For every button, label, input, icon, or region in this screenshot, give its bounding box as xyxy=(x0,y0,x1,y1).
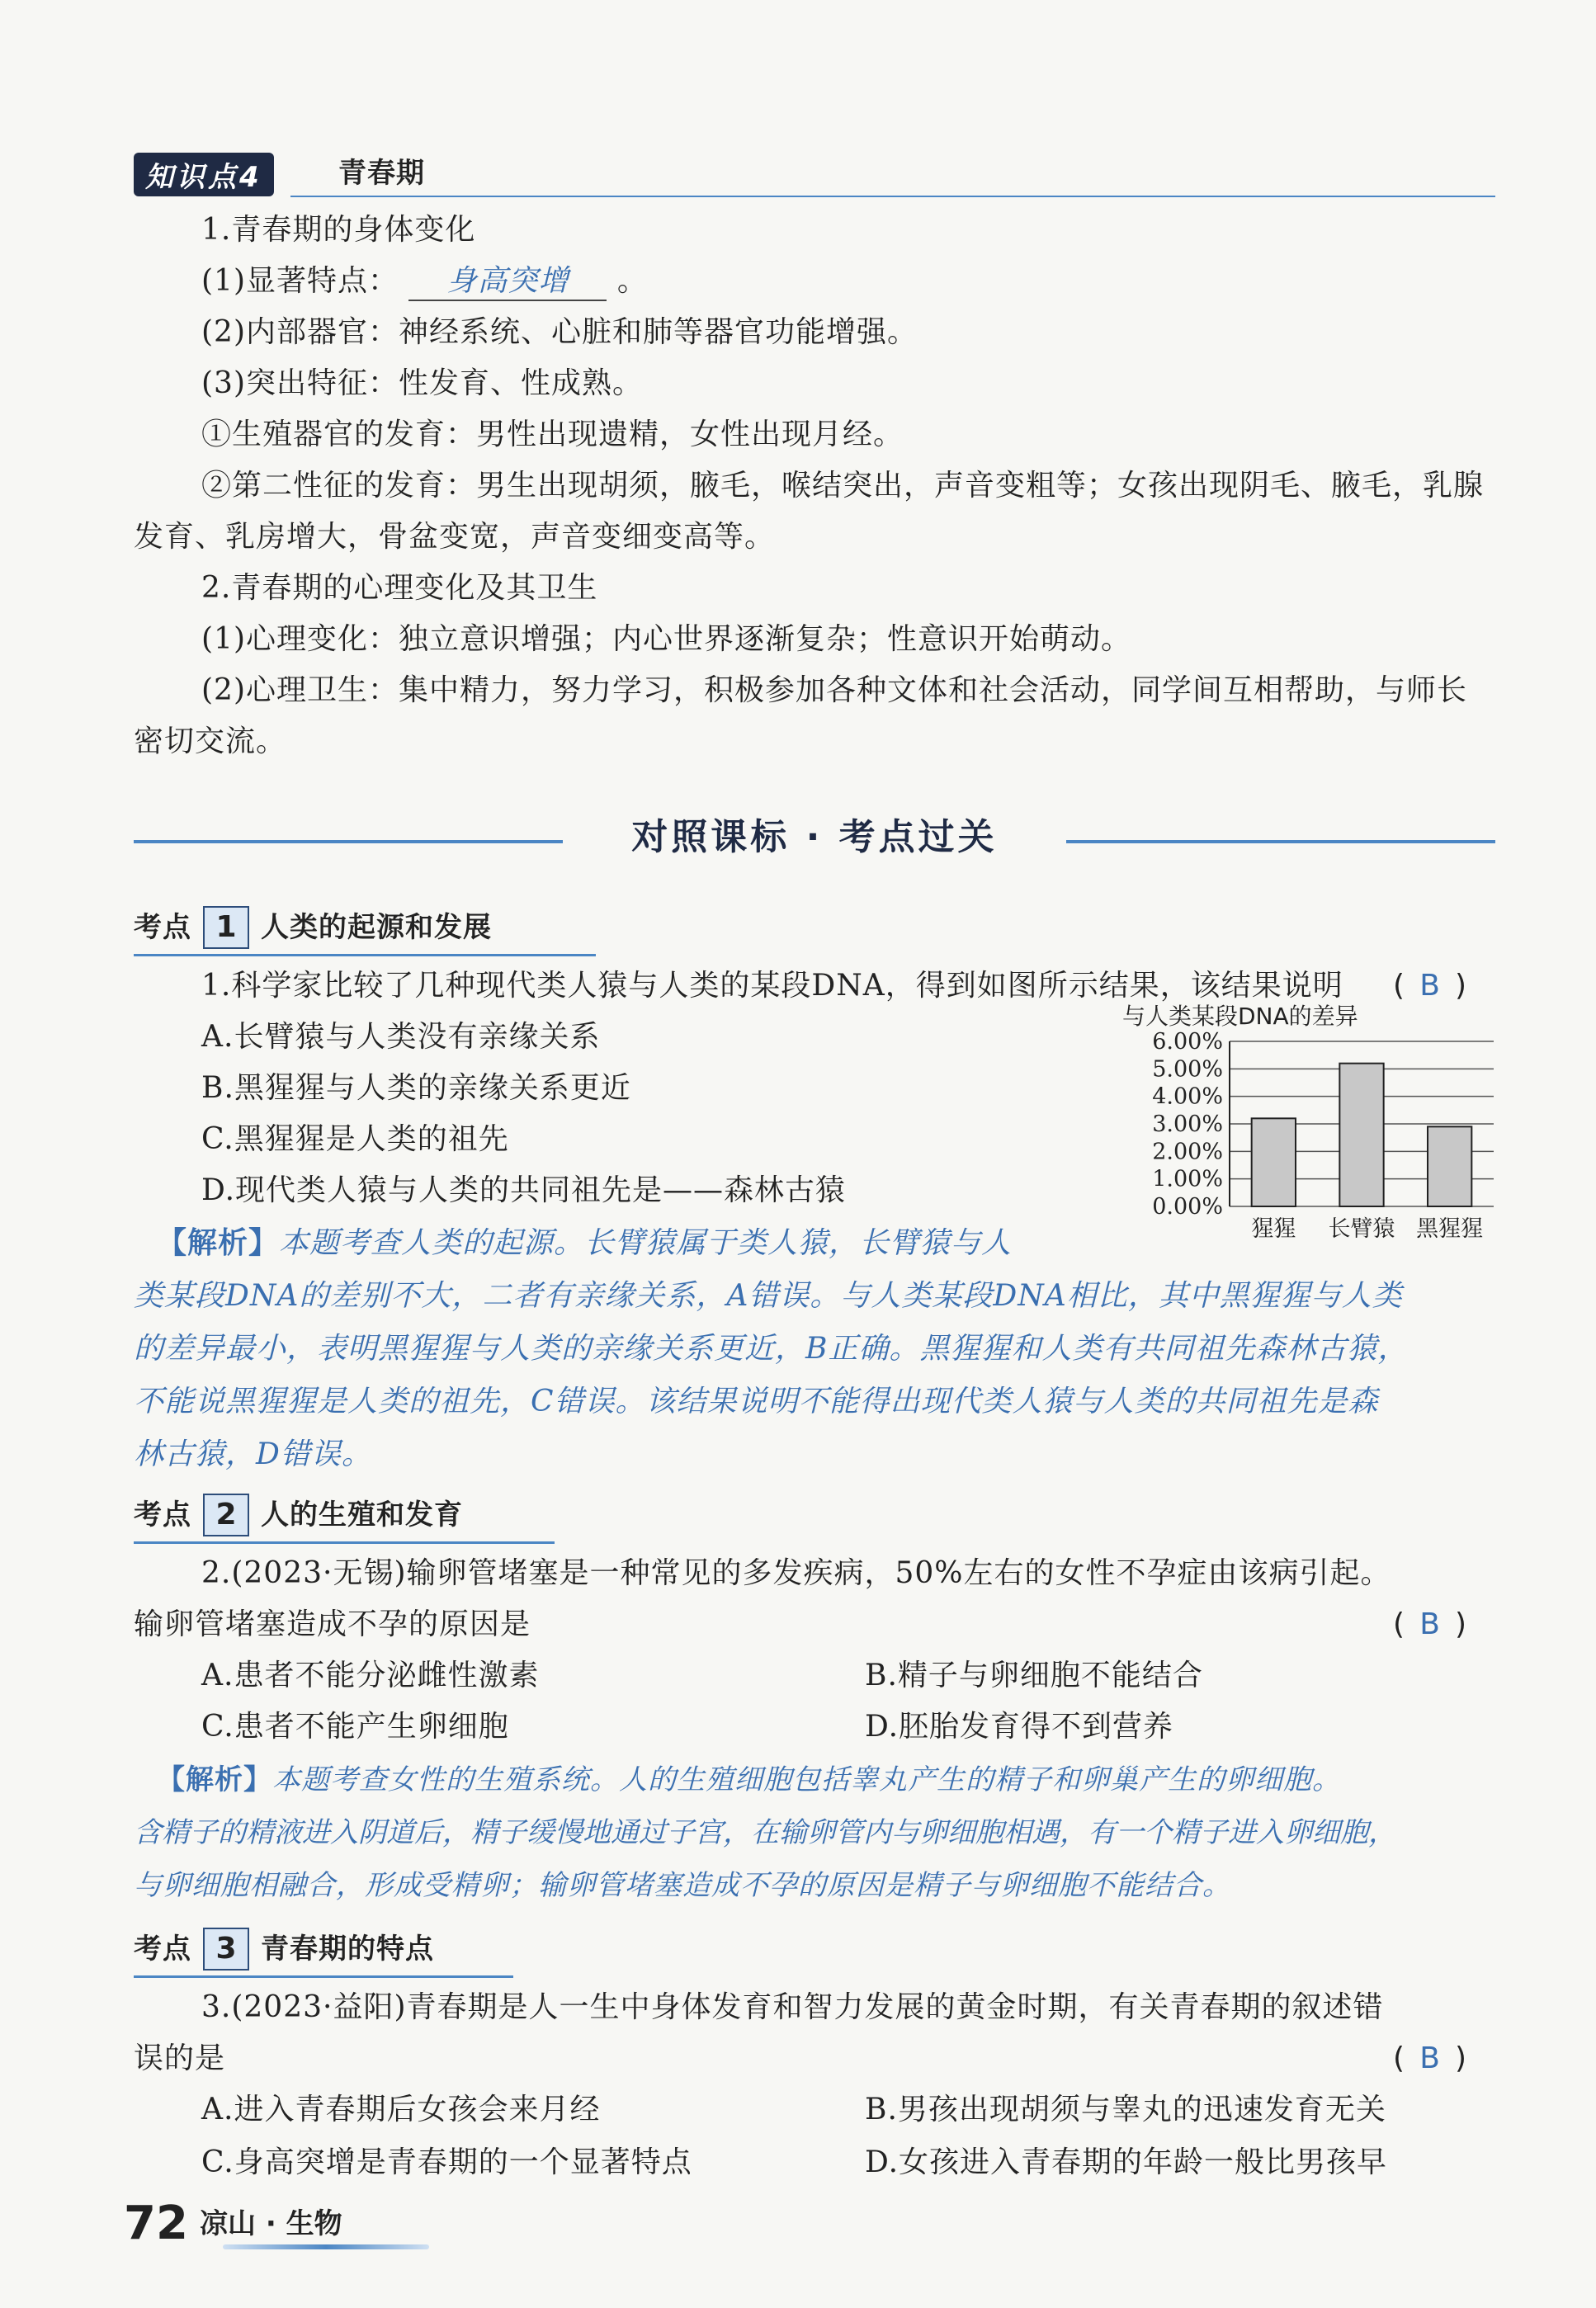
kp4-line-5a: ②第二性征的发育：男生出现胡须，腋毛，喉结突出，声音变粗等；女孩出现阴毛、腋毛，乳腺 xyxy=(201,469,1485,503)
q3-option-d: D.女孩进入青春期的年龄一般比男孩早 xyxy=(865,2145,1388,2179)
kp4-line-3: (3)突出特征：性发育、性成熟。 xyxy=(201,366,643,400)
kd2-label: 考点 xyxy=(134,1499,191,1532)
chart-x-tick-label: 黑猩猩 xyxy=(1416,1216,1484,1242)
kp4-line-1-pre: (1)显著特点： xyxy=(201,264,399,298)
q1-analysis-text-1: 本题考查人类的起源。长臂猿属于类人猿，长臂猿与人 xyxy=(279,1226,1013,1260)
kd2-title: 人的生殖和发育 xyxy=(261,1499,463,1532)
kd1-title: 人类的起源和发展 xyxy=(261,911,492,944)
banner-left-rule xyxy=(134,840,563,843)
section-banner xyxy=(134,809,1495,866)
q1-option-d: D.现代类人猿与人类的共同祖先是——森林古猿 xyxy=(201,1173,847,1207)
kd2-header xyxy=(134,1494,555,1543)
kd3-header xyxy=(134,1928,513,1977)
q2-analysis-tag: 【解析】 xyxy=(157,1763,272,1796)
kd3-label: 考点 xyxy=(134,1933,191,1966)
kd2-underline xyxy=(134,1541,555,1544)
kp4-line-7a: (2)心理卫生：集中精力，努力学习，积极参加各种文体和社会活动，同学间互相帮助，与师长 xyxy=(201,673,1467,707)
chart-x-tick-label: 猩猩 xyxy=(1251,1216,1296,1242)
q3-answer-value: B xyxy=(1419,2041,1441,2075)
chart-y-tick-label: 1.00% xyxy=(1152,1166,1223,1192)
chart-plot xyxy=(1106,1031,1502,1246)
q1-option-a: A.长臂猿与人类没有亲缘关系 xyxy=(201,1020,601,1054)
q2-analysis-line-3: 与卵细胞相融合，形成受精卵；输卵管堵塞造成不孕的原因是精子与卵细胞不能结合。 xyxy=(134,1869,1231,1902)
q1-option-c: C.黑猩猩是人类的祖先 xyxy=(201,1122,509,1156)
kp4-line-4: ①生殖器官的发育：男性出现遗精，女性出现月经。 xyxy=(201,418,904,451)
q3-option-a: A.进入青春期后女孩会来月经 xyxy=(201,2093,601,2126)
q3-stem-1: 3.(2023·益阳)青春期是人一生中身体发育和智力发展的黄金时期，有关青春期的叙述错 xyxy=(201,1990,1384,2024)
banner-title: 对照课标 · 考点过关 xyxy=(631,816,998,858)
chart-y-tick-label: 5.00% xyxy=(1152,1056,1223,1083)
kd3-title: 青春期的特点 xyxy=(261,1933,434,1966)
chart-bar xyxy=(1252,1118,1296,1206)
kp4-rule xyxy=(290,196,1495,197)
q2-stem-2: 输卵管堵塞造成不孕的原因是 xyxy=(134,1607,531,1641)
kp4-line-5b: 发育、乳房增大，骨盆变宽，声音变细变高等。 xyxy=(134,520,776,554)
chart-x-tick-label: 长臂猿 xyxy=(1328,1216,1395,1242)
kd3-number: 3 xyxy=(203,1928,249,1971)
chart-y-tick-label: 0.00% xyxy=(1152,1194,1223,1220)
q1-answer: ( B ) xyxy=(1393,969,1468,1003)
q1-option-b: B.黑猩猩与人类的亲缘关系更近 xyxy=(201,1071,631,1105)
q2-option-c: C.患者不能产生卵细胞 xyxy=(201,1710,509,1744)
q1-answer-value: B xyxy=(1419,969,1441,1003)
kp4-line-1 xyxy=(201,262,648,301)
page-footer xyxy=(124,2195,536,2253)
q2-analysis-text-1: 本题考查女性的生殖系统。人的生殖细胞包括睾丸产生的精子和卵巢产生的卵细胞。 xyxy=(272,1763,1341,1796)
q2-option-d: D.胚胎发育得不到营养 xyxy=(865,1710,1174,1744)
q1-analysis-line-3: 的差异最小，表明黑猩猩与人类的亲缘关系更近，B正确。黑猩猩和人类有共同祖先森林古猿， xyxy=(134,1332,1409,1366)
kp4-line-6: (1)心理变化：独立意识增强；内心世界逐渐复杂；性意识开始萌动。 xyxy=(201,622,1131,656)
chart-title: 与人类某段DNA的差异 xyxy=(1122,1003,1358,1030)
kd2-number: 2 xyxy=(203,1494,249,1536)
kp4-fill-answer: 身高突增 xyxy=(408,262,607,301)
q2-option-b: B.精子与卵细胞不能结合 xyxy=(865,1659,1203,1692)
page-number: 72 xyxy=(124,2197,188,2250)
q1-stem: 1.科学家比较了几种现代类人猿与人类的某段DNA，得到如图所示结果，该结果说明 xyxy=(201,969,1343,1003)
kp4-line-2: (2)内部器官：神经系统、心脏和肺等器官功能增强。 xyxy=(201,315,918,349)
q3-stem-2: 误的是 xyxy=(134,2041,226,2075)
kd3-underline xyxy=(134,1975,513,1978)
q2-analysis-line-2: 含精子的精液进入阴道后，精子缓慢地通过子宫，在输卵管内与卵细胞相遇，有一个精子进入卵细胞， xyxy=(134,1816,1396,1849)
kp4-header xyxy=(134,153,1495,199)
q1-analysis-tag: 【解析】 xyxy=(157,1225,280,1260)
q3-answer: ( B ) xyxy=(1393,2041,1468,2075)
chart-y-tick-label: 4.00% xyxy=(1152,1083,1223,1110)
kd1-header xyxy=(134,906,596,956)
kd1-number: 1 xyxy=(203,906,249,949)
kd1-label: 考点 xyxy=(134,911,191,944)
footer-accent xyxy=(223,2244,429,2249)
q2-answer-value: B xyxy=(1419,1607,1441,1641)
kp4-line-1-post: 。 xyxy=(616,264,648,298)
chart-y-tick-label: 3.00% xyxy=(1152,1112,1223,1137)
chart-bar xyxy=(1428,1126,1471,1206)
kp4-section-1: 1.青春期的身体变化 xyxy=(201,213,476,247)
q2-option-a: A.患者不能分泌雌性激素 xyxy=(201,1659,540,1692)
kp4-line-7b: 密切交流。 xyxy=(134,724,287,758)
chart-bar xyxy=(1339,1064,1383,1206)
chart-y-tick-label: 6.00% xyxy=(1152,1031,1223,1055)
q3-option-c: C.身高突增是青春期的一个显著特点 xyxy=(201,2145,692,2179)
q2-analysis-line-1 xyxy=(157,1763,1341,1798)
dna-chart xyxy=(1106,998,1502,1246)
q2-answer: ( B ) xyxy=(1393,1607,1468,1641)
book-name: 凉山 · 生物 xyxy=(200,2207,342,2240)
q1-analysis-line-5: 林古猿，D错误。 xyxy=(134,1437,372,1471)
kp4-title: 青春期 xyxy=(338,157,425,190)
kp4-badge: 知识点4 xyxy=(134,153,274,196)
kp4-section-2: 2.青春期的心理变化及其卫生 xyxy=(201,571,598,605)
q3-option-b: B.男孩出现胡须与睾丸的迅速发育无关 xyxy=(865,2093,1386,2126)
q1-analysis-line-4: 不能说黑猩猩是人类的祖先，C错误。该结果说明不能得出现代类人猿与人类的共同祖先是森 xyxy=(134,1385,1379,1418)
q2-stem-1: 2.(2023·无锡)输卵管堵塞是一种常见的多发疾病，50%左右的女性不孕症由该病引起。 xyxy=(201,1556,1391,1590)
q1-analysis-line-1 xyxy=(157,1225,1012,1262)
q1-analysis-line-2: 类某段DNA的差别不大，二者有亲缘关系，A错误。与人类某段DNA相比，其中黑猩猩与人类 xyxy=(134,1279,1403,1313)
chart-y-tick-label: 2.00% xyxy=(1152,1139,1223,1165)
banner-right-rule xyxy=(1066,840,1495,843)
kd1-underline xyxy=(134,954,596,956)
